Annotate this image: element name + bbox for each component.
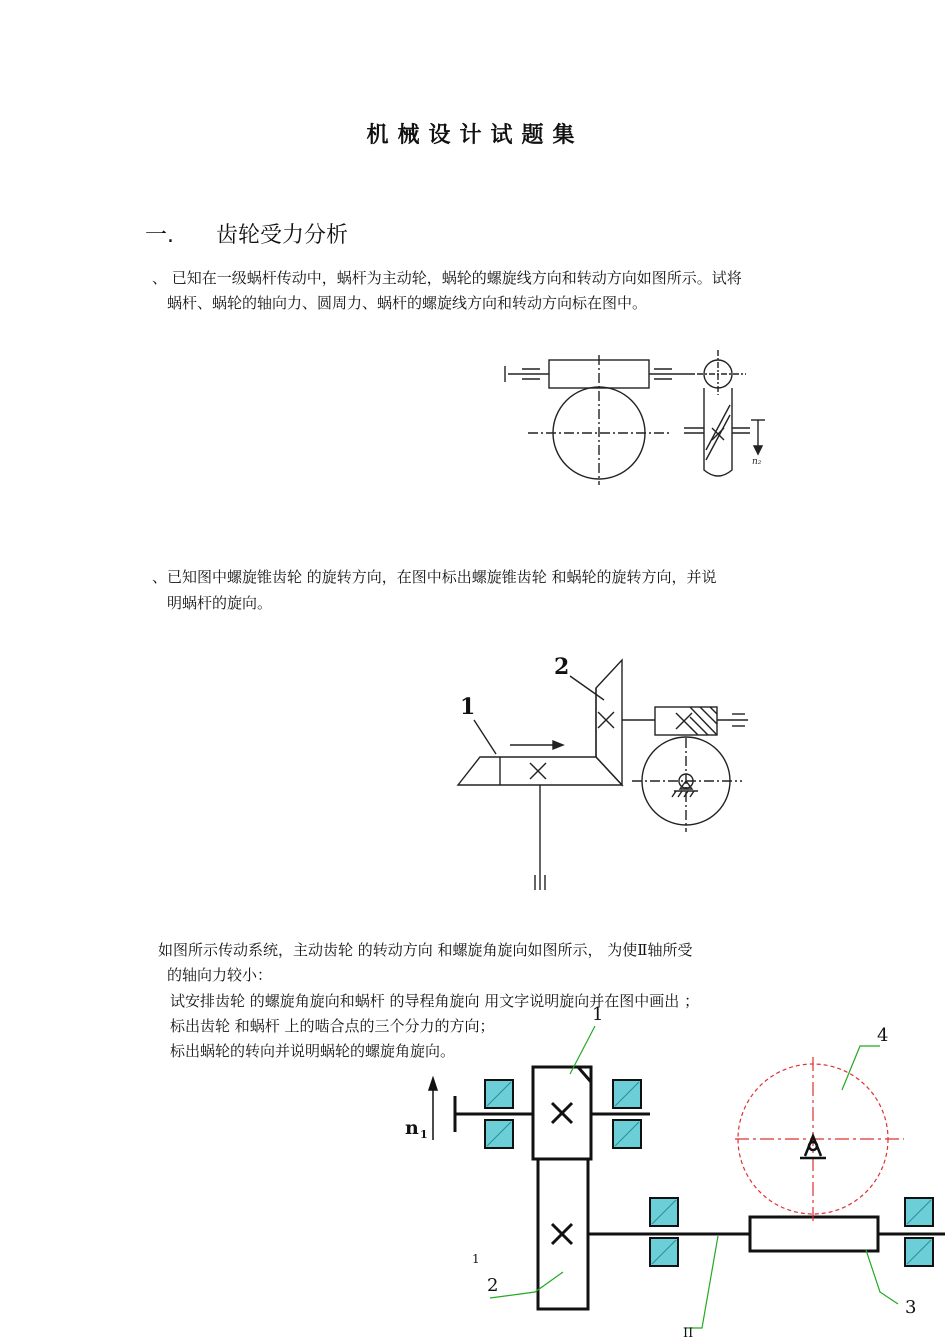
worm-body <box>549 360 649 388</box>
label-worm-gear-4: 4 <box>877 1025 889 1046</box>
worm-gear-2 <box>642 737 730 825</box>
label-gear-2: 2 <box>554 654 570 680</box>
q3-line1: 如图所示传动系统，主动齿轮 的转动方向 和螺旋角旋向如图所示， 为使Ⅱ轴所受 <box>158 941 693 959</box>
label-gear-1-q3: 1 <box>592 1004 604 1025</box>
worm-gear-circle <box>553 387 645 479</box>
q1-line2: 蜗杆、蜗轮的轴向力、圆周力、蜗杆的螺旋线方向和转动方向标在图中。 <box>167 294 648 312</box>
q3-line5: 标出蜗轮的转向并说明蜗轮的螺旋角旋向。 <box>170 1042 456 1060</box>
q3-line4: 标出齿轮 和蜗杆 上的啮合点的三个分力的方向； <box>170 1017 495 1035</box>
label-small-1: 1 <box>472 1252 480 1266</box>
worm-gear-4 <box>738 1064 888 1214</box>
document-title: 机械设计试题集 <box>366 123 584 148</box>
label-n2: n₂ <box>752 457 762 467</box>
worm-side-circle <box>704 360 732 388</box>
gear-1 <box>533 1067 591 1159</box>
q2-line1: 、已知图中螺旋锥齿轮 的旋转方向，在图中标出螺旋锥齿轮 和蜗轮的旋转方向，并说 <box>152 568 717 586</box>
q3-line3: 试安排齿轮 的螺旋角旋向和蜗杆 的导程角旋向 用文字说明旋向并在图中画出 ； <box>170 992 700 1010</box>
label-worm-3: 3 <box>905 1297 917 1318</box>
figure-transmission <box>429 1026 945 1328</box>
worm-3 <box>750 1217 878 1251</box>
section-number: 一. <box>145 223 174 248</box>
label-gear-1: 1 <box>460 694 476 720</box>
figure-bevel-worm <box>458 660 748 890</box>
q1-line1: 、 已知在一级蜗杆传动中，蜗杆为主动轮，蜗轮的螺旋线方向和转动方向如图所示。试将 <box>152 269 742 287</box>
q2-line2: 明蜗杆的旋向。 <box>167 594 273 612</box>
q3-line2: 的轴向力较小： <box>167 966 273 984</box>
label-gear-2-q3: 2 <box>487 1275 499 1296</box>
worm-gear-side <box>704 388 732 476</box>
bevel-gear-2 <box>596 660 622 785</box>
bevel-gear-1 <box>458 757 622 785</box>
section-heading <box>145 218 348 249</box>
label-n1: n <box>405 1117 419 1139</box>
worm-2 <box>655 707 717 735</box>
section-title: 齿轮受力分析 <box>216 223 349 248</box>
label-shaft-II: II <box>683 1326 694 1341</box>
label-n1-sub: 1 <box>420 1128 428 1141</box>
gear-2 <box>538 1159 588 1309</box>
